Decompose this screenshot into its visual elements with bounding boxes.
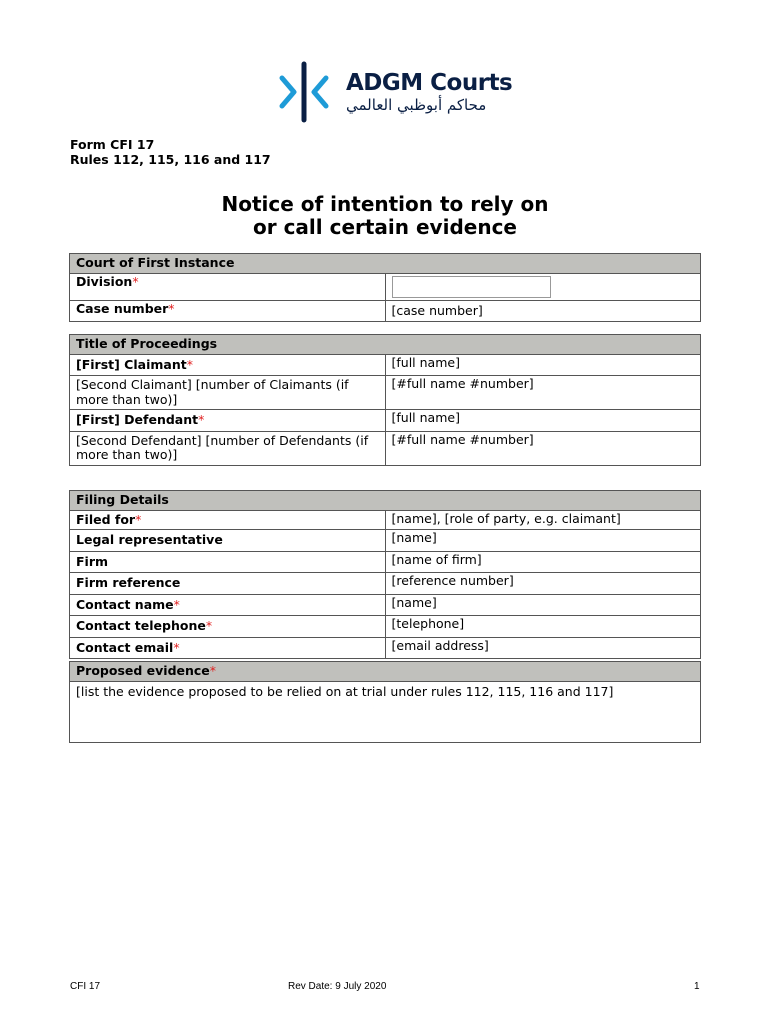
logo-name-ar: محاكم أبوظبي العالمي [346,96,487,114]
title-line-2: or call certain evidence [253,215,517,239]
firm-field[interactable]: [name of firm] [385,551,701,573]
division-cell [385,273,701,300]
first-claimant-row [70,354,701,376]
filed-for-row [70,510,701,530]
required-marker: * [198,412,205,427]
contact-name-field[interactable]: [name] [385,594,701,616]
proceedings-header: Title of Proceedings [70,335,701,355]
required-marker: * [135,511,142,527]
second-claimant-row [70,376,701,410]
required-marker: * [209,663,217,678]
evidence-header: Proposed evidence* [70,662,701,682]
proceedings-section [69,334,701,466]
adgm-courts-logo [274,60,514,126]
form-number: Form CFI 17 [70,137,155,152]
division-input[interactable] [392,276,551,298]
filed-for-field[interactable]: [name], [role of party, e.g. claimant] [385,510,701,530]
contact-tel-row [70,616,701,638]
title-line-1: Notice of intention to rely on [221,192,549,216]
footer-page-number: 1 [694,981,700,992]
contact-name-row [70,594,701,616]
required-marker: * [168,300,175,316]
logo-name-en: ADGM Courts [346,70,513,96]
firm-ref-field[interactable]: [reference number] [385,573,701,595]
firm-ref-row [70,573,701,595]
division-row [70,273,701,300]
page-title [0,193,770,239]
second-defendant-label: [Second Defendant] [number of Defendants (if more than two)] [70,431,386,465]
evidence-section [69,661,701,743]
division-label: Division* [70,273,386,300]
contact-email-label: Contact email* [70,637,386,659]
footer-rev-date: Rev Date: 9 July 2020 [288,981,387,992]
legal-rep-label: Legal representative [70,530,386,552]
required-marker: * [173,596,180,612]
firm-label: Firm [70,551,386,573]
contact-tel-label: Contact telephone* [70,616,386,638]
court-section [69,253,701,322]
firm-row [70,551,701,573]
contact-email-row [70,637,701,659]
contact-tel-field[interactable]: [telephone] [385,616,701,638]
first-defendant-field[interactable]: [full name] [385,410,701,432]
legal-rep-row [70,530,701,552]
filed-for-label: Filed for* [70,510,386,530]
case-number-label: Case number* [70,300,386,322]
required-marker: * [205,618,213,633]
contact-email-field[interactable]: [email address] [385,637,701,659]
required-marker: * [132,273,139,289]
second-claimant-field[interactable]: [#full name #number] [385,376,701,410]
legal-rep-field[interactable]: [name] [385,530,701,552]
required-marker: * [186,356,193,372]
first-claimant-field[interactable]: [full name] [385,354,701,376]
footer-form-code: CFI 17 [70,981,101,992]
case-number-row [70,300,701,322]
court-header: Court of First Instance [70,254,701,274]
required-marker: * [173,639,180,655]
filing-header: Filing Details [70,491,701,511]
first-defendant-row [70,410,701,432]
adgm-logo-icon [274,60,340,126]
case-number-field[interactable]: [case number] [385,300,701,322]
second-defendant-field[interactable]: [#full name #number] [385,431,701,465]
second-claimant-label: [Second Claimant] [number of Claimants (if more than two)] [70,376,386,410]
filing-section [69,490,701,659]
contact-name-label: Contact name* [70,594,386,616]
form-identifier [70,137,271,167]
evidence-row [70,681,701,742]
form-rules: Rules 112, 115, 116 and 117 [70,152,271,167]
evidence-field[interactable]: [list the evidence proposed to be relied on at trial under rules 112, 115, 116 and 117] [70,681,701,742]
first-claimant-label: [First] Claimant* [70,354,386,376]
second-defendant-row [70,431,701,465]
first-defendant-label: [First] Defendant* [70,410,386,432]
firm-ref-label: Firm reference [70,573,386,595]
